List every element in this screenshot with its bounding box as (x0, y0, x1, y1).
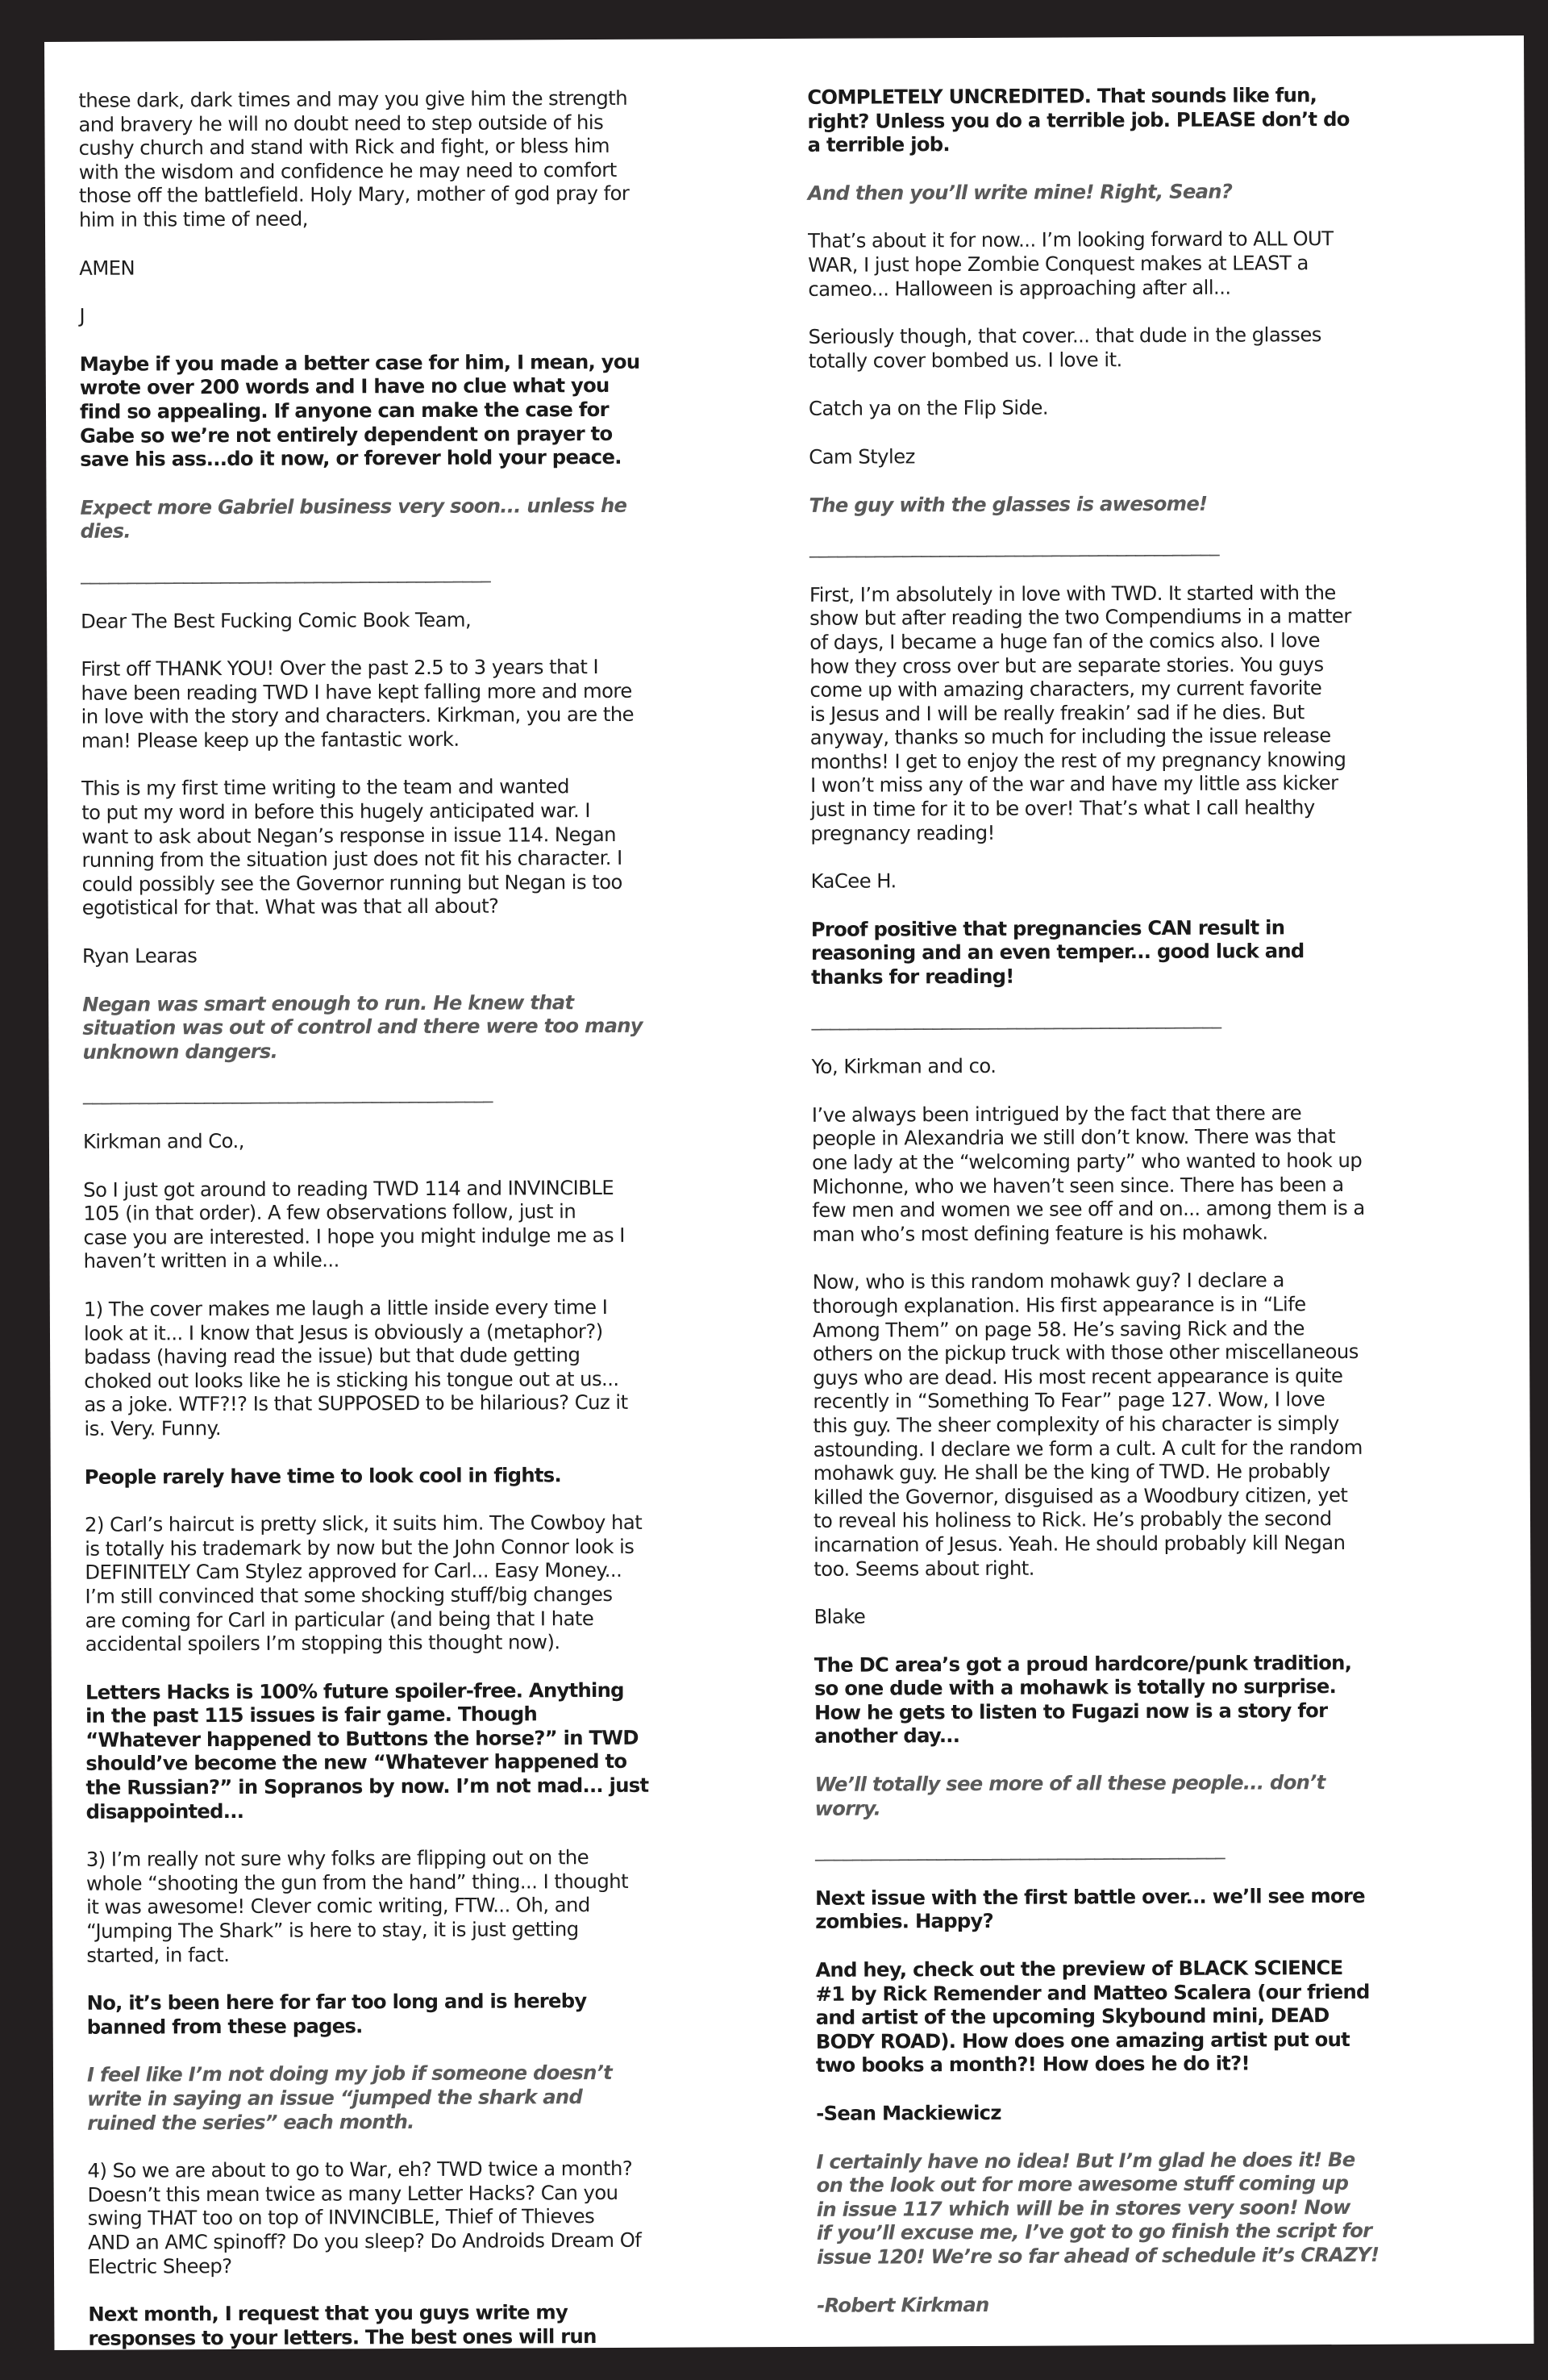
text-line: AMEN (79, 256, 135, 280)
text-line: to put my word in before this hugely anticipated war. I (81, 798, 590, 824)
text-line: The DC area’s got a proud hardcore/punk tradition, (814, 1650, 1352, 1677)
text-line: I feel like I’m not doing my job if someone doesn’t (86, 2061, 613, 2087)
letter-separator: ____________________________________________ (82, 1079, 493, 1106)
letter-paragraph (82, 941, 792, 968)
editor-reply-italic (808, 178, 1517, 205)
letter-paragraph (814, 1602, 1523, 1628)
text-line: of days, I became a huge fan of the comics also. I love (809, 628, 1321, 654)
text-line: Now, who is this random mohawk guy? I declare a (812, 1268, 1284, 1294)
text-line: The guy with the glasses is awesome! (809, 491, 1208, 517)
text-line: it was awesome! Clever comic writing, FTW... Oh, and (86, 1893, 590, 1919)
text-line: find so appealing. If anyone can make the case for (79, 397, 609, 423)
text-line: and bravery he will no doubt need to step outside of his (78, 110, 604, 136)
text-line: banned from these pages. (86, 2014, 363, 2039)
text-line: save his ass...do it now, or forever hold your peace. (80, 445, 622, 471)
text-line: ruined the series” each month. (87, 2109, 414, 2135)
text-line: right? Unless you do a terrible job. PLEASE don’t do (807, 106, 1350, 133)
text-line: 105 (in that order). A few observations follow, just in (83, 1199, 576, 1225)
text-line: “Jumping The Shark” is here to stay, it is just getting (86, 1917, 579, 1943)
text-line: those off the battlefield. Holy Mary, mother of god pray for (78, 181, 630, 208)
text-line: running from the situation just does not fit his character. I (81, 846, 622, 873)
text-line: badass (having read the issue) but that dude getting (84, 1343, 580, 1369)
text-line: in issue 117 which will be in stores very soon! Now (816, 2195, 1350, 2221)
text-line: guys who are dead. His most recent appearance is quite (813, 1363, 1343, 1390)
text-line: case you are interested. I hope you might indulge me as I (83, 1223, 625, 1249)
letter-paragraph (86, 1844, 797, 1967)
text-line: Yo, Kirkman and co. (811, 1054, 997, 1079)
text-line: Next issue with the first battle over... we’ll see more (814, 1883, 1365, 1910)
text-line: worry. (814, 1796, 881, 1820)
text-line: J (79, 303, 85, 327)
text-line: few men and women we see off and on... among them is a (812, 1196, 1365, 1223)
editor-response (807, 82, 1517, 157)
editor-reply-italic (87, 2060, 797, 2135)
text-line: pregnancy reading! (810, 820, 995, 845)
text-line: -Sean Mackiewicz (816, 2100, 1001, 2125)
letter-paragraph (83, 1127, 793, 1153)
text-line: anyway, thanks so much for including the issue release (809, 723, 1331, 750)
text-line: Next month, I request that you guys write my (88, 2300, 568, 2326)
letter-paragraph (79, 253, 789, 280)
letter-paragraph (81, 654, 791, 752)
editor-response (816, 2099, 1525, 2125)
text-line: Kirkman and Co., (82, 1128, 244, 1153)
letter-paragraph (809, 322, 1518, 373)
letter-paragraph (83, 1175, 793, 1273)
editor-reply-italic (80, 493, 789, 544)
right-column (807, 82, 1526, 2341)
letter-paragraph (85, 1510, 795, 1656)
text-line: should’ve become the new “Whatever happened to (85, 1749, 627, 1776)
text-line: Doesn’t this mean twice as many Letter Hacks? Can you (87, 2180, 618, 2207)
letter-paragraph (78, 85, 789, 231)
text-line: Expect more Gabriel business very soon... unless he (80, 493, 627, 519)
editor-reply-italic (814, 1769, 1524, 1820)
text-line: People rarely have time to look cool in fights. (84, 1462, 561, 1489)
text-line: Among Them” on page 58. He’s saving Rick and the (812, 1315, 1305, 1342)
text-line: AND an AMC spinoff? Do you sleep? Do Androids Dream Of (87, 2228, 642, 2254)
text-line: man who’s most defining feature is his mohawk. (812, 1220, 1268, 1246)
text-line: so one dude with a mohawk is totally no surprise. (814, 1674, 1337, 1701)
text-line: egotistical for that. What was that all about? (81, 894, 499, 920)
text-line: Cam Stylez (809, 444, 915, 469)
editor-response (815, 1883, 1525, 1934)
text-line: show but after reading the two Compendiums in a matter (809, 604, 1351, 631)
text-line: just in time for it to be over! That’s what I call healthy (810, 795, 1315, 821)
editor-reply-italic (809, 490, 1518, 517)
letter-paragraph (809, 580, 1520, 845)
text-line: Seriously though, that cover... that dude in the glasses (808, 323, 1321, 349)
text-line: how they cross over but are separate stories. You guys (809, 652, 1324, 678)
editor-reply-italic (816, 2147, 1526, 2270)
text-line: First off THANK YOU! Over the past 2.5 to 3 years that I (81, 655, 599, 681)
text-line: issue 120! We’re so far ahead of schedule it’s CRAZY! (816, 2242, 1379, 2269)
text-line: Blake (814, 1604, 866, 1628)
text-line: thorough explanation. His first appearance is in “Life (812, 1292, 1306, 1318)
text-line: I won’t miss any of the war and have my little ass kicker (809, 771, 1338, 798)
editor-response (85, 1461, 794, 1488)
text-line: are coming for Carl in particular (and being that I hate (85, 1606, 594, 1632)
text-line: wrote over 200 words and I have no clue what you (79, 373, 610, 400)
text-line: #1 by Rick Remender and Matteo Scalera (our friend (815, 1979, 1370, 2006)
text-line: want to ask about Negan’s response in issue 114. Negan (81, 822, 617, 848)
text-line: situation was out of control and there were too many (82, 1013, 643, 1040)
text-line: on the look out for more awesome stuff coming up (816, 2171, 1349, 2198)
text-line: if you’ll excuse me, I’ve got to go finish the script for (816, 2219, 1372, 2245)
text-line: 1) The cover makes me laugh a little inside every time I (83, 1294, 608, 1321)
text-line: -Robert Kirkman (817, 2292, 989, 2317)
text-line: zombies. Happy? (815, 1909, 993, 1934)
text-line: disappointed... (85, 1799, 244, 1824)
text-line: We’ll totally see more of all these people... don’t (814, 1770, 1325, 1796)
text-line: reasoning and an even temper... good luck and (810, 939, 1305, 965)
text-line: Gabe so we’re not entirely dependent on prayer to (80, 421, 613, 448)
text-line: 2) Carl’s haircut is pretty slick, it suits him. The Cowboy hat (84, 1510, 643, 1536)
text-line: incarnation of Jesus. Yeah. He should probably kill Negan (814, 1530, 1346, 1557)
text-line: totally cover bombed us. I love it. (808, 347, 1122, 373)
letter-paragraph (84, 1294, 794, 1440)
text-line: these dark, dark times and may you give him the strength (78, 85, 628, 112)
text-line: mohawk guy. He shall be the king of TWD. He probably (813, 1459, 1330, 1485)
text-line: whole “shooting the gun from the hand” thing... I thought (85, 1869, 629, 1895)
text-line: Michonne, who we haven’t seen since. There has been a (812, 1172, 1344, 1198)
letter-paragraph (809, 394, 1518, 420)
text-line: responses to your letters. The best ones will run (88, 2324, 597, 2350)
text-line: Dear The Best Fucking Comic Book Team, (81, 607, 472, 633)
text-line: months! I get to enjoy the rest of my pregnancy knowing (809, 747, 1346, 773)
text-line: look at it... I know that Jesus is obviously a (metaphor?) (83, 1319, 603, 1345)
text-line: have been reading TWD I have kept falling more and more (81, 678, 632, 705)
editor-response (815, 1955, 1525, 2078)
letter-paragraph (87, 2156, 797, 2278)
text-line: Letters Hacks is 100% future spoiler-free. Anything (85, 1678, 624, 1704)
left-column (78, 85, 797, 2374)
text-line: a terrible job. (807, 132, 950, 157)
text-line: in the past 115 issues is fair game. Though (85, 1702, 538, 1728)
text-line: to reveal his holiness to Rick. He’s probably the second (813, 1507, 1332, 1533)
text-line: him in this time of need, (78, 206, 308, 231)
text-line: I certainly have no idea! But I’m glad he does it! Be (816, 2147, 1355, 2174)
text-line: BODY ROAD). How does one amazing artist put out (815, 2027, 1350, 2053)
text-line: started, in fact. (86, 1942, 230, 1967)
text-line: unknown dangers. (82, 1039, 278, 1064)
text-line: 3) I’m really not sure why folks are flipping out on the (85, 1845, 589, 1872)
text-line: And hey, check out the preview of BLACK SCIENCE (815, 1956, 1343, 1982)
text-line: Maybe if you made a better case for him, I mean, you (79, 349, 640, 376)
letter-paragraph (79, 301, 789, 327)
text-line: accidental spoilers I’m stopping this thought now). (85, 1630, 560, 1656)
text-line: thanks for reading! (811, 964, 1014, 989)
editor-response (80, 349, 790, 472)
editor-response (87, 1988, 797, 2039)
letter-separator: ____________________________________________ (814, 1836, 1225, 1862)
text-line: 4) So we are about to go to War, eh? TWD twice a month? (87, 2157, 633, 2182)
text-line: the Russian?” in Sopranos by now. I’m not mad... just (85, 1773, 649, 1799)
letter-paragraph (81, 606, 790, 632)
text-line: haven’t written in a while... (83, 1248, 339, 1273)
letter-separator: ____________________________________________ (809, 532, 1219, 558)
text-line: Proof positive that pregnancies CAN result in (810, 915, 1285, 941)
text-line: astounding. I declare we form a cult. A cult for the random (813, 1435, 1363, 1461)
text-line: killed the Governor, disguised as a Woodbury citizen, yet (813, 1482, 1348, 1509)
text-line: is. Very. Funny. (84, 1415, 222, 1440)
text-line: COMPLETELY UNCREDITED. That sounds like fun, (807, 83, 1317, 109)
editor-reply-italic (82, 990, 792, 1065)
text-line: cameo... Halloween is approaching after all... (808, 275, 1231, 301)
letter-paragraph (812, 1100, 1522, 1246)
text-line: KaCee H. (810, 869, 897, 894)
letter-paragraph (809, 442, 1518, 469)
text-line: two books a month?! How does he do it?! (815, 2051, 1250, 2078)
letter-paragraph (810, 866, 1520, 893)
text-line: Ryan Learas (81, 944, 198, 968)
text-line: is Jesus and I will be really freakin’ sad if he dies. But (809, 699, 1305, 726)
text-line: So I just got around to reading TWD 114 and INVINCIBLE (83, 1175, 614, 1202)
editor-response (88, 2299, 797, 2350)
text-line: come up with amazing characters, my current favorite (809, 676, 1322, 702)
text-line: I’m still convinced that some shocking stuff/big changes (85, 1582, 613, 1608)
text-line: And then you’ll write mine! Right, Sean? (807, 179, 1233, 205)
text-line: swing THAT too on top of INVINCIBLE, Thief of Thieves (87, 2204, 595, 2231)
text-line: How he gets to listen to Fugazi now is a story for (814, 1698, 1328, 1724)
text-line: others on the pickup truck with those other miscellaneous (813, 1340, 1359, 1366)
text-line: DEFINITELY Cam Stylez approved for Carl... Easy Money... (85, 1558, 622, 1585)
letter-separator: ____________________________________________ (80, 559, 491, 585)
text-line: “Whatever happened to Buttons the horse?” in TWD (85, 1725, 639, 1752)
letter-separator: ____________________________________________ (811, 1005, 1221, 1031)
text-line: with the wisdom and confidence he may need to comfort (78, 157, 617, 184)
text-line: WAR, I just hope Zombie Conquest makes at LEAST a (808, 251, 1309, 277)
text-line: cushy church and stand with Rick and fight, or bless him (78, 134, 610, 160)
text-line: No, it’s been here for far too long and is hereby (86, 1989, 587, 2015)
text-line: as a joke. WTF?!? Is that SUPPOSED to be hilarious? Cuz it (84, 1390, 628, 1417)
letter-paragraph (811, 1052, 1521, 1078)
text-line: First, I’m absolutely in love with TWD. It started with the (809, 580, 1336, 606)
text-line: That’s about it for now... I’m looking forward to ALL OUT (808, 227, 1334, 253)
text-line: man! Please keep up the fantastic work. (81, 727, 460, 752)
letter-paragraph (813, 1267, 1524, 1581)
text-line: Electric Sheep? (87, 2253, 232, 2278)
text-line: another day... (814, 1724, 960, 1749)
text-line: Catch ya on the Flip Side. (808, 395, 1049, 421)
text-line: write in saying an issue “jumped the shark and (87, 2085, 583, 2111)
text-line: This is my first time writing to the team and wanted (81, 774, 569, 801)
text-line: I’ve always been intrigued by the fact that there are (811, 1101, 1302, 1127)
text-line: could possibly see the Governor running but Negan is too (81, 869, 622, 896)
editor-reply-italic (817, 2290, 1526, 2317)
text-line: this guy. The sheer complexity of his character is simply (813, 1411, 1339, 1437)
text-line: one lady at the “welcoming party” who wanted to hook up (812, 1148, 1363, 1174)
text-line: and artist of the upcoming Skybound mini, DEAD (815, 2003, 1330, 2030)
text-line: people in Alexandria we still don’t know. There was that (811, 1124, 1336, 1151)
editor-response (811, 915, 1521, 990)
editor-response (814, 1650, 1525, 1749)
letter-paragraph (81, 773, 792, 919)
text-line: too. Seems about right. (814, 1556, 1034, 1581)
text-line: Negan was smart enough to run. He knew that (82, 990, 574, 1016)
letter-paragraph (808, 226, 1517, 301)
text-line: recently in “Something To Fear” page 127. Wow, I love (813, 1387, 1325, 1414)
text-line: is totally his trademark by now but the John Connor look is (85, 1534, 635, 1561)
text-line: in love with the story and characters. Kirkman, you are the (81, 702, 635, 729)
letters-page (44, 35, 1533, 2350)
text-line: choked out looks like he is sticking his tongue out at us... (84, 1366, 619, 1393)
text-line: dies. (80, 519, 131, 544)
editor-response (85, 1678, 796, 1824)
